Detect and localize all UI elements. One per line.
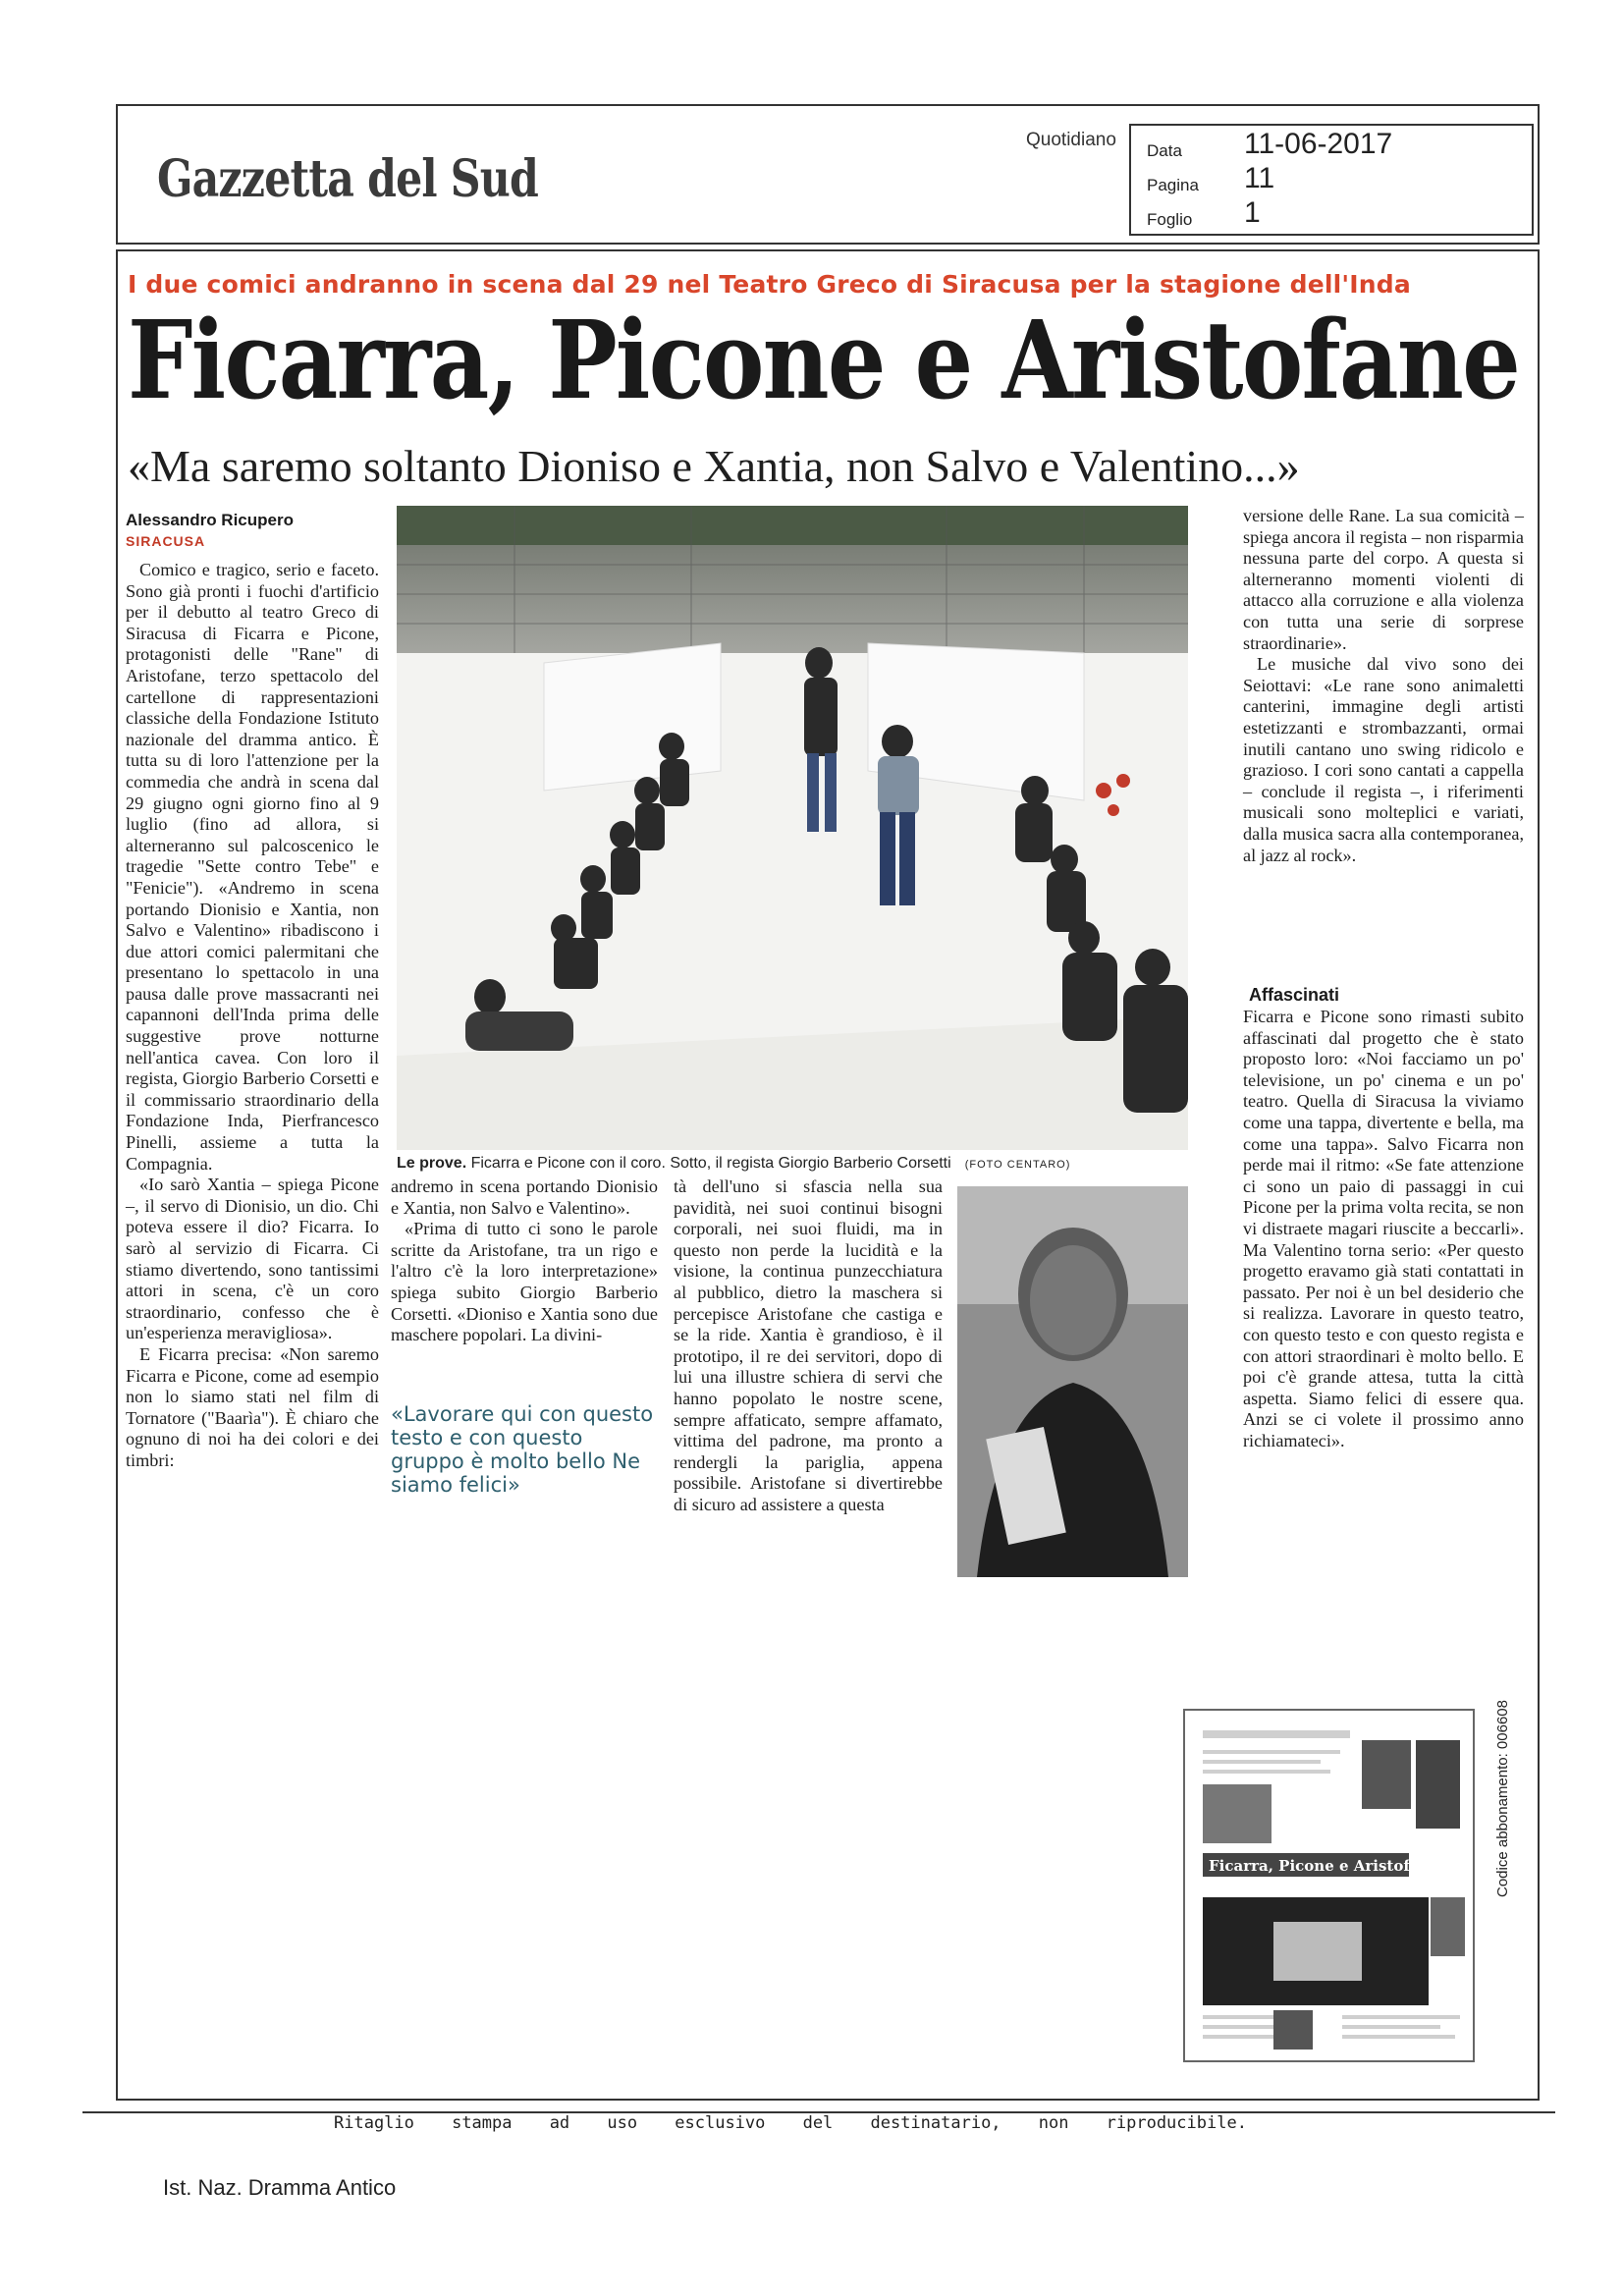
paragraph: andremo in scena portando Dionisio e Xantia, non Salvo e Valentino». bbox=[391, 1176, 658, 1218]
publication-type: Quotidiano bbox=[1026, 130, 1116, 150]
caption-text: Ficarra e Picone con il coro. Sotto, il regista Giorgio Barberio Corsetti bbox=[466, 1155, 951, 1172]
paragraph: E Ficarra precisa: «Non saremo Ficarra e Picone, come ad esempio non lo siamo stati nel film di Tornatore ("Baarìa"). È chiaro che ognuno di noi ha dei colori e dei timbri: bbox=[126, 1343, 379, 1470]
meta-row-foglio bbox=[1131, 196, 1532, 230]
director-portrait bbox=[957, 1186, 1188, 1577]
notice-word: riproducibile. bbox=[1106, 2113, 1247, 2133]
notice-word: destinatario, bbox=[870, 2113, 1001, 2133]
paragraph: versione delle Rane. La sua comicità – spiega ancora il regista – non risparmia nessuna parte del corpo. A questa si alterneranno momenti violenti di attacco alla corruzione e alla violenza con tutta una serie di sorprese straordinarie». bbox=[1243, 506, 1524, 653]
photo-credit: (FOTO CENTARO) bbox=[964, 1159, 1071, 1171]
column-1 bbox=[126, 560, 379, 1472]
paragraph: Ficarra e Picone sono rimasti subito affascinati dal progetto che è stato proposto loro: «Noi facciamo un po' televisione, un po' cinema e un po' teatro. Quella di Siracusa la viviamo come una tappa, divertente e bella, ma come una tappa». Salvo Ficarra non perde mai il ritmo: «Se fate attenzione ci sono un paio di passaggi in cui Picone per la prima volta recita, se non vi distraete magari riuscite a beccarli». Ma Valentino torna serio: «Per questo progetto eravamo già stati contattati in passato. Per noi è un bel desiderio che si realizza. Lavorare in questo teatro, con questo testo e con questo regista e con attori straordinari è molto bello. E poi c'è grande attesa, tutta la città aspetta. Siamo felici di essere qua. Anzi se ci volete il prossimo anno richiamateci». bbox=[1243, 1007, 1524, 1450]
paragraph: Le musiche dal vivo sono dei Seiottavi: «Le rane sono animaletti canterini, immagine degli artisti estetizzanti e strombazzanti, ormai inutili cantano uno swing ridicolo e grazioso. I cori sono cantati a cappella – conclude il regista –, i riferimenti musicali sono molteplici e variati, dalla musica sacra alla contemporanea, al jazz al rock». bbox=[1243, 654, 1524, 865]
page-thumbnail bbox=[1183, 1709, 1475, 2062]
paragraph: «Io sarò Xantia – spiega Picone –, il servo di Dionisio, un dio. Chi poteva essere il dio? Ficarra. Io sarò al servizio di Ficarra. Ci stiamo divertendo, sono tantissimi attori in scena, c'è un coro straordinario, confesso che è un'esperienza meravigliosa». bbox=[126, 1175, 379, 1343]
notice-word: esclusivo bbox=[675, 2113, 766, 2133]
kicker: I due comici andranno in scena dal 29 nel Teatro Greco di Siracusa per la stagione dell'Inda bbox=[128, 270, 1411, 299]
rehearsal-photo bbox=[397, 506, 1188, 1150]
notice-word: del bbox=[802, 2113, 834, 2133]
headline: Ficarra, Picone e Aristofane bbox=[128, 297, 1519, 423]
page-thumbnail-illustration bbox=[1185, 1711, 1475, 2062]
subscription-code: Codice abbonamento: 006608 bbox=[1494, 1700, 1511, 1897]
caption-label: Le prove. bbox=[397, 1155, 467, 1172]
source-label: Ist. Naz. Dramma Antico bbox=[163, 2175, 397, 2200]
paragraph: tà dell'uno si sfascia nella sua pavidità, nei suoi continui bisogni corporali, nei suoi fluidi, ma in questo non perde la lucidità e la visione, la continua punzecchiatura al pubblico, dietro la maschera si percepisce Aristofane che castiga e se la ride. Xantia è grandioso, è il prototipo, il re dei servitori, dopo di lui una illustre schiera di servi che hanno popolato le nostre scene, sempre affaticato, sempre affamato, vittima del padrone, ma pronto a rendergli la pariglia, appena possibile. Aristofane si divertirebbe di sicuro ad assistere a questa bbox=[674, 1176, 943, 1514]
meta-value: 11-06-2017 bbox=[1244, 128, 1393, 160]
column-4-continued bbox=[1243, 1007, 1524, 1451]
meta-row-pagina bbox=[1131, 162, 1532, 195]
meta-label: Foglio bbox=[1147, 210, 1193, 229]
photo-caption bbox=[397, 1155, 1188, 1173]
notice-word: uso bbox=[607, 2113, 638, 2133]
header-box bbox=[116, 104, 1540, 245]
column-2 bbox=[391, 1176, 658, 1346]
paragraph: Comico e tragico, serio e faceto. Sono già pronti i fuochi d'artificio per il debutto al teatro Greco di Siracusa di Ficarra e Picone, protagonisti delle "Rane" di Aristofane, terzo spettacolo del cartellone di rappresentazioni classiche della Fondazione Istituto nazionale del dramma antico. È tutta su di loro l'attenzione per la commedia che andrà in scena dal 29 giugno ogni giorno fino al 9 luglio (fino ad allora, si alterneranno sul palcoscenico le tragedie "Sette contro Tebe" e "Fenicie"). «Andremo in scena portando Dionisio e Xantia, non Salvo e Valentino» ribadiscono i due attori comici palermitani che presentano lo spettacolo in una pausa dalle prove massacranti nei capannoni dell'Inda prima delle suggestive prove notturne nell'antica cavea. Con loro il regista, Giorgio Barberio Corsetti e il commissario straordinario della Fondazione Inda, Pierfrancesco Pinelli, assieme a tutta la Compagnia. bbox=[126, 560, 379, 1174]
notice-word: ad bbox=[549, 2113, 570, 2133]
byline: Alessandro Ricupero bbox=[126, 511, 294, 529]
subhead: «Ma saremo soltanto Dioniso e Xantia, non Salvo e Valentino...» bbox=[128, 441, 1300, 491]
section-heading: Affascinati bbox=[1249, 985, 1340, 1005]
meta-row-data bbox=[1131, 128, 1532, 161]
meta-value: 11 bbox=[1244, 162, 1275, 194]
director-portrait-illustration bbox=[957, 1186, 1188, 1577]
meta-label: Data bbox=[1147, 141, 1182, 160]
column-3 bbox=[674, 1176, 943, 1516]
pull-quote: «Lavorare qui con questo testo e con questo gruppo è molto bello Ne siamo felici» bbox=[391, 1402, 654, 1497]
meta-label: Pagina bbox=[1147, 176, 1199, 194]
dateline-city: SIRACUSA bbox=[126, 533, 206, 549]
notice-word: stampa bbox=[452, 2113, 513, 2133]
notice-word: Ritaglio bbox=[334, 2113, 414, 2133]
meta-box bbox=[1129, 124, 1534, 236]
reprint-notice bbox=[334, 2113, 1247, 2133]
meta-value: 1 bbox=[1244, 196, 1261, 229]
masthead: Gazzetta del Sud bbox=[157, 149, 538, 209]
thumbnail-headline: Ficarra, Picone e Aristofane bbox=[1209, 1857, 1439, 1875]
column-4 bbox=[1243, 506, 1524, 866]
notice-word: non bbox=[1038, 2113, 1069, 2133]
rehearsal-photo-illustration bbox=[397, 506, 1188, 1150]
paragraph: «Prima di tutto ci sono le parole scritte da Aristofane, tra un rigo e l'altro c'è la loro interpretazione» spiega subito Giorgio Barberio Corsetti. «Dioniso e Xantia sono due maschere popolari. La divini- bbox=[391, 1219, 658, 1345]
